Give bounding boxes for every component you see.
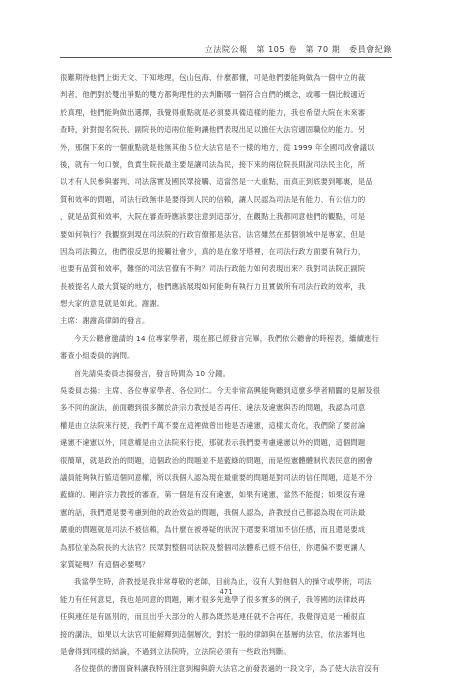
text-line: 以才有人民參與審判、司法落實及國民眾接觸、這當然是一大重點，而真正到底要到哪裏，是品 [60,177,373,187]
text-line: 各位提供的書面資料讓我特別注意到楊與蔚大法官之前發表過的一段文字，為了使大法官沒有 [74,664,380,674]
text-line: 今天公聽會邀請的 14 位專家學者，現在都已經發言完畢，我們依公聽會的時程表，繼續進行 [74,333,379,343]
text-line: 我當學生時，許教授是我非常尊敬的老師，目前為止，沒有人對他個人的操守或學術，司法 [74,577,372,587]
text-line: 質和效率的問題，司法行政無非是要得到人民的信賴，讓人民認為司法是有能力、有公信力的 [60,194,366,204]
text-line: 藍綠的。剛許宗力教授的審查，第一個是有沒有違憲，如果有違憲，當然不能提；如果沒有違 [60,490,366,500]
text-line: 很難期待他們上街天文、下知地理，包山包海、什麼都懂，可是他們要能夠做為一個中立的裁 [60,73,366,82]
text-line: 為那位並為院長的大法官？民眾對整個司法院及整個司法體系已經不信任，你還偏不要更讓人 [60,542,366,552]
text-line: 也要有品質和效率，難怪的司法官僚有不夠？司法行政能力如何表現出來？我對司法院正副院 [60,264,366,274]
text-line: 判者，他們對於雙出爭點的雙方都夠理性的去判斷哪一個符合自們的概念，或哪一個比較適近 [60,90,366,100]
text-line: ，就是品質和效率，大院在審查時應該要注意到這部分，在觀點上我都同意他們的觀點，可是 [60,212,366,222]
text-line: 因為司法獨立，他們很反思的接觸社會少，真的是在象牙塔裡，在司法行政方面要有執行力， [60,246,366,256]
text-line: 審查小組委員的詢問。 [60,351,135,361]
text-line: 家質疑嗎？有這個必要嗎？ [60,559,150,569]
text-line: 外，那個下來的一個重點就是他無其他５位大法官是不一樣的地方，從 1999 年全國司改會議以 [60,142,375,152]
text-line: 接的講法，如果以大法官可能解釋到這個層次，對於一般的律師與在基層的法官，依法審判也 [60,629,366,639]
text-line: 要如何執行？我觀察到現在司法院的行政官僚都是法官，法官雖然在那個領域中是專家，但是 [60,229,366,239]
text-line: 長被提名人最大質疑的地方，他們應該展現如何能夠有執行力且實做所有司法行政的效率，我 [60,281,366,291]
text-line: 憲的話，我們還是要考慮到他的政治效益的問題，我個人認為，許教授自己都認為現在司法最 [60,507,366,517]
text-line: 任與連任是有區別的，而且出乎大部分的人都為既然是連任就不合再任，我覺得這是一種很直 [60,612,366,622]
text-line: 權是由立法院來行使，我們千萬不要在這裡做曾出他是否違憲，這樣太奇化，我們除了要討論 [60,420,366,430]
text-line: 多不同的說法，前面聽到很多關於許宗力教授是否再任、違法及違憲與否的問題，我認為司意 [60,403,366,413]
text-line: 違憲不違憲以外，同意權是由立法院來行使，那就表示我們要考慮違憲以外的問題，這個問題 [60,438,366,448]
text-line: 首先請吳委員志揚發言，發言時間為 10 分鐘。 [74,368,231,378]
text-line: 很簡單，就是政治的問題，這個政治的問題並不是藍綠的問題，而是恆憲體體制代表民意的國會 [60,455,373,465]
text-line: 查時，針對提名院長、副院長的這兩位能夠讓他們表現出足以擔任大法官適固職位的能力。另 [60,125,366,135]
text-line: 能力有任何意見，我也是同意的問題，剛才很多先進學了很多實多的例子，我等國的法律歧再 [60,594,366,604]
text-line: 主席：謝謝高律師的發言。 [60,316,150,326]
text-line: 是會得到同樣的結論，不過到立法院時，立法院必須有一些政治判斷。 [60,646,291,656]
text-line: 議員能夠執行監這個同意權，所以我個人認為現在最重要的問題是對司法的信任問題，這是不分 [60,472,373,482]
page-header: 立法院公報 第 105 卷 第 70 期 委員會紀錄 [204,45,392,54]
document-body [60,69,392,678]
text-line: 想大家的意見就是如此。謝謝。 [60,299,165,309]
page-number: 471 [219,588,233,596]
header-rule [60,57,392,58]
text-line: 於真理，他們能夠做出選擇，我覺得重點就是必須要具備這樣的能力，我也希望大院在未來審 [60,107,366,117]
text-line: 後，就有一句口號，負責生院長最主要是讓司法為民，接下來的兩位院長則說司法民主化，所 [60,159,366,169]
text-line: 吳委員志揚：主席、各位專家學者、各位同仁。今天非常高興能夠聽到這麼多學者精闢的見解及很 [60,386,381,396]
text-line: 嚴重的問題就是司法不被信賴，為什麼在被尋疑的狀況下還要來增加不信任感，而且還是要成 [60,525,366,535]
